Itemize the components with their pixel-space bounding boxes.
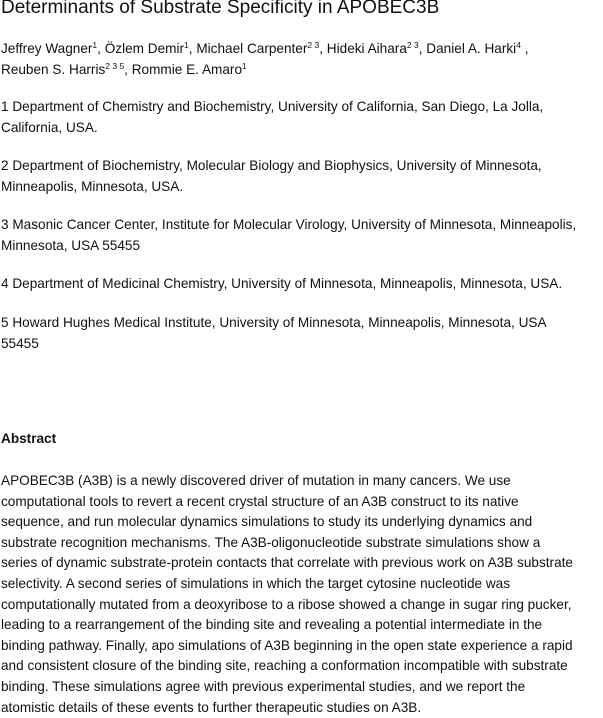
affiliation-5: 5 Howard Hughes Medical Institute, University of Minnesota, Minneapolis, Minnesota, USA 55455 — [1, 315, 547, 351]
affiliation-1: 1 Department of Chemistry and Biochemistry, University of California, San Diego, La Jolla, California, USA. — [1, 99, 544, 135]
affiliation-4: 4 Department of Medicinal Chemistry, University of Minnesota, Minneapolis, Minnesota, USA. — [1, 276, 563, 291]
author-affiliation-marker: 4 — [516, 40, 521, 50]
author-6: Reuben S. Harris$^{2 3 5}$, — [1, 61, 132, 77]
author-list — [1, 38, 601, 80]
author-affiliation-marker: 2 3 — [406, 40, 419, 50]
affiliation-3: 3 Masonic Cancer Center, Institute for Molecular Virology, University of Minnesota, Minneapolis, Minnesota, USA 55455 — [1, 217, 577, 253]
author-3: Michael Carpenter$^{2 3}$, — [196, 40, 327, 56]
paper-title: Determinants of Substrate Specificity in APOBEC3B — [1, 0, 440, 18]
author-7: Rommie E. Amaro$^1$ — [131, 61, 247, 77]
author-affiliation-marker: 2 3 5 — [105, 61, 125, 71]
author-affiliation-marker: 1 — [92, 40, 98, 50]
author-5: Daniel A. Harki$^4$ , — [426, 40, 529, 56]
author-affiliation-marker: 1 — [242, 61, 247, 71]
author-affiliation-marker: 2 3 — [307, 40, 320, 50]
abstract-heading: Abstract — [1, 431, 57, 446]
author-affiliation-marker: 1 — [184, 40, 189, 50]
author-1: Jeffrey Wagner$^1$, — [1, 40, 105, 56]
author-2: Özlem Demir$^1$, — [104, 40, 197, 56]
author-4: Hideki Aihara$^{2 3}$, — [326, 40, 427, 56]
affiliation-2: 2 Department of Biochemistry, Molecular Biology and Biophysics, University of Minnesota, Minneapolis, Minnesota, USA. — [1, 158, 542, 194]
abstract-body: APOBEC3B (A3B) is a newly discovered driver of mutation in many cancers. We use computational tools to revert a recent crystal structure of an A3B construct to its native sequence, and run molecular dynamics simulations to study its underlying dynamics and substrate recognition mechanisms. The A3B-oligonucleotide substrate simulations show a series of dynamic substrate-protein contacts that correlate with previous work on A3B substrate selectivity. A second series of simulations in which the target cytosine nucleotide was computationally mutated from a deoxyribose to a ribose showed a change in sugar ring pucker, leading to a rearrangement of the binding site and revealing a potential intermediate in the binding pathway. Finally, apo simulations of A3B beginning in the open state experience a rapid and consistent closure of the binding site, reaching a conformation incompatible with substrate binding. These simulations agree with previous experimental studies, and we report the atomistic details of these events to further therapeutic studies on A3B. — [1, 473, 573, 715]
